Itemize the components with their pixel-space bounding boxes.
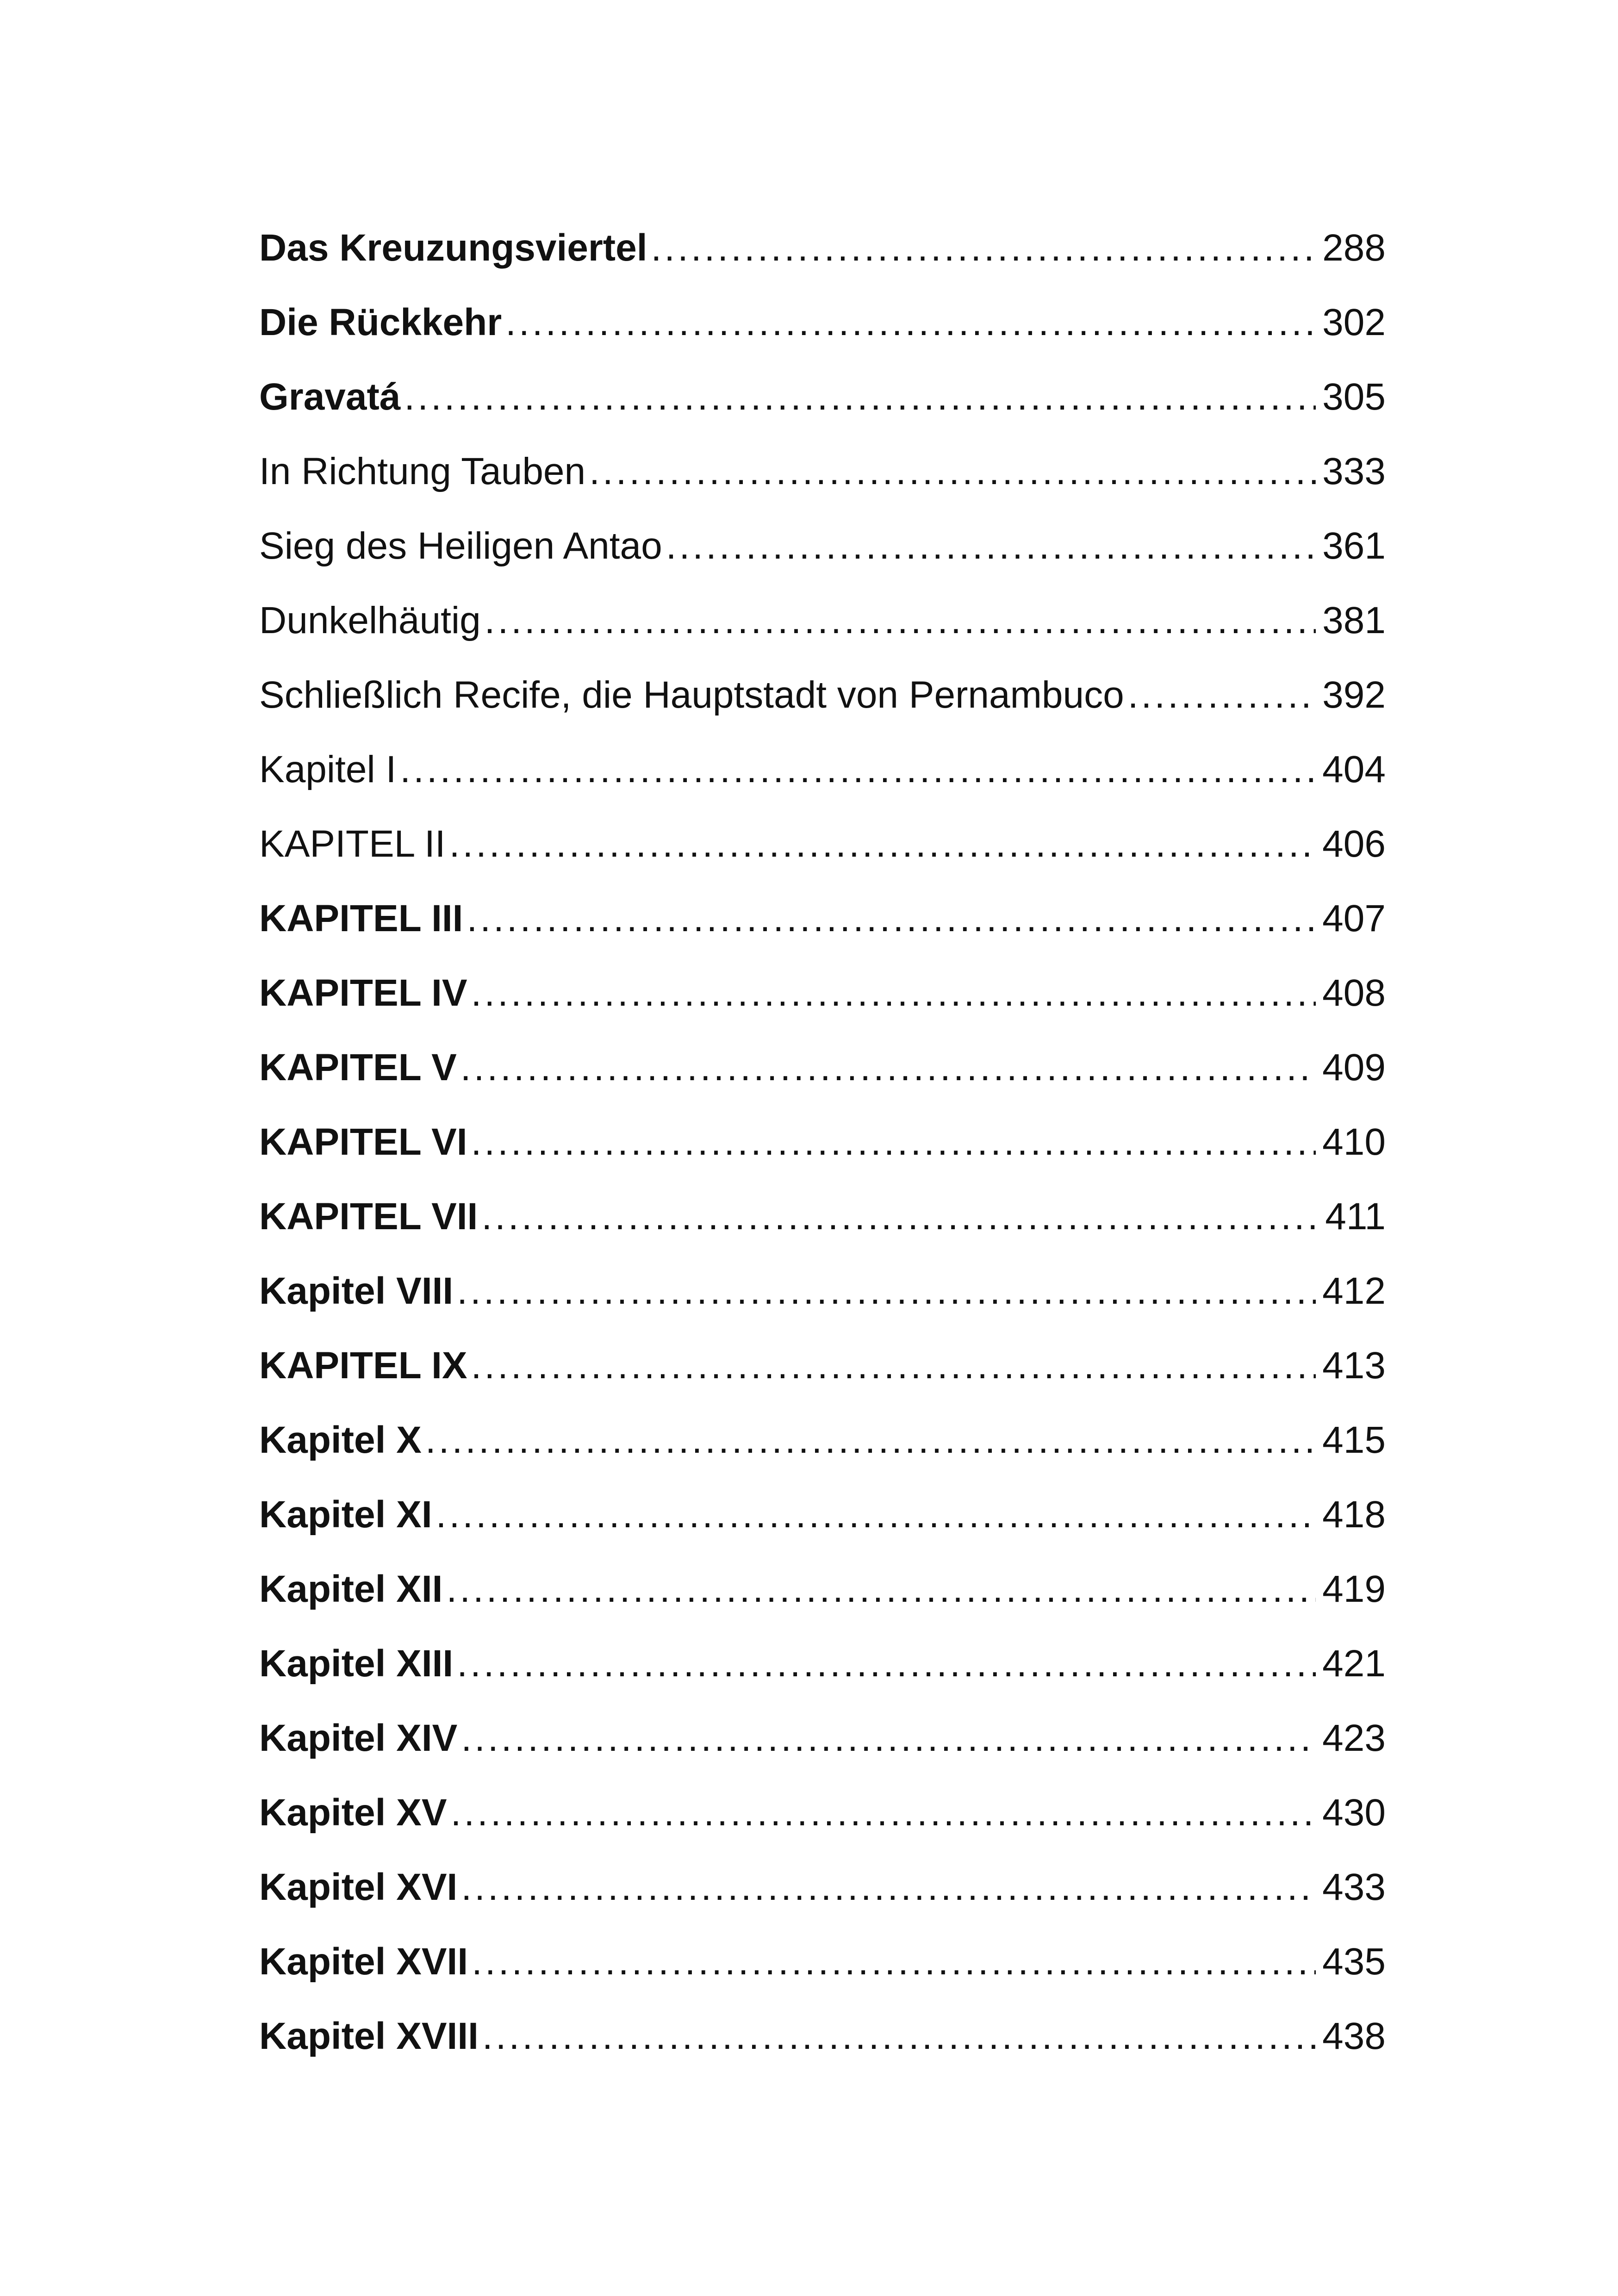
toc-entry-page: 430 <box>1322 1792 1386 1834</box>
toc-dot-leader <box>467 881 1316 956</box>
toc-entry-page: 305 <box>1322 376 1386 418</box>
toc-entry-page: 408 <box>1322 972 1386 1014</box>
toc-entry[interactable] <box>259 1775 1386 1850</box>
toc-entry-page: 381 <box>1322 599 1386 641</box>
toc-entry-page: 433 <box>1322 1866 1386 1908</box>
toc-dot-leader <box>651 211 1316 285</box>
toc-entry[interactable] <box>259 509 1386 583</box>
toc-entry-page: 392 <box>1322 674 1386 716</box>
toc-entry[interactable] <box>259 1477 1386 1552</box>
toc-entry-title: Gravatá <box>259 376 401 418</box>
toc-entry[interactable] <box>259 956 1386 1030</box>
toc-entry-title: Kapitel XV <box>259 1792 447 1834</box>
toc-entry-page: 415 <box>1322 1419 1386 1461</box>
toc-entry-page: 411 <box>1325 1195 1386 1238</box>
toc-entry-title: Die Rückkehr <box>259 301 502 343</box>
toc-entry-title: KAPITEL IV <box>259 972 467 1014</box>
toc-entry-title: Kapitel XIII <box>259 1643 454 1685</box>
toc-entry-title: Das Kreuzungsviertel <box>259 227 647 269</box>
toc-entry[interactable] <box>259 1999 1386 2073</box>
toc-dot-leader <box>1128 658 1316 732</box>
toc-entry-title: Kapitel XIV <box>259 1717 458 1759</box>
toc-entry-page: 361 <box>1322 525 1386 567</box>
toc-entry-title: Kapitel XI <box>259 1493 432 1536</box>
toc-entry[interactable] <box>259 881 1386 956</box>
toc-entry-page: 421 <box>1322 1643 1386 1685</box>
toc-entry[interactable] <box>259 1626 1386 1701</box>
toc-dot-leader <box>400 732 1316 807</box>
toc-entry-page: 333 <box>1322 450 1386 492</box>
toc-dot-leader <box>457 1254 1316 1328</box>
toc-entry-title: Kapitel XVII <box>259 1941 468 1983</box>
toc-entry[interactable] <box>259 1254 1386 1328</box>
toc-dot-leader <box>482 1999 1316 2073</box>
toc-entry[interactable] <box>259 285 1386 360</box>
toc-dot-leader <box>461 1030 1316 1105</box>
toc-entry[interactable] <box>259 434 1386 509</box>
toc-entry[interactable] <box>259 360 1386 434</box>
toc-entry[interactable] <box>259 211 1386 285</box>
toc-entry-page: 418 <box>1322 1493 1386 1536</box>
toc-dot-leader <box>481 1179 1319 1254</box>
toc-dot-leader <box>461 1701 1316 1775</box>
toc-entry-page: 407 <box>1322 897 1386 940</box>
toc-dot-leader <box>471 1105 1316 1179</box>
toc-entry-title: In Richtung Tauben <box>259 450 586 492</box>
toc-dot-leader <box>425 1403 1316 1477</box>
toc-entry[interactable] <box>259 1179 1386 1254</box>
toc-entry-title: KAPITEL VI <box>259 1121 467 1163</box>
toc-entry[interactable] <box>259 807 1386 881</box>
toc-entry-title: Kapitel VIII <box>259 1270 454 1312</box>
toc-dot-leader <box>471 956 1316 1030</box>
toc-entry-page: 302 <box>1322 301 1386 343</box>
toc-entry[interactable] <box>259 1328 1386 1403</box>
toc-entry-page: 406 <box>1322 823 1386 865</box>
toc-entry[interactable] <box>259 583 1386 658</box>
toc-entry-page: 412 <box>1322 1270 1386 1312</box>
toc-entry-page: 404 <box>1322 748 1386 790</box>
toc-entry-title: KAPITEL IX <box>259 1344 467 1387</box>
toc-dot-leader <box>404 360 1316 434</box>
toc-entry-title: Kapitel I <box>259 748 397 790</box>
toc-entry-page: 409 <box>1322 1046 1386 1089</box>
toc-dot-leader <box>461 1850 1316 1924</box>
toc-dot-leader <box>449 807 1316 881</box>
toc-dot-leader <box>505 285 1316 360</box>
toc-entry-title: Kapitel X <box>259 1419 422 1461</box>
toc-entry-title: Sieg des Heiligen Antao <box>259 525 662 567</box>
toc-entry-page: 438 <box>1322 2015 1386 2057</box>
toc-dot-leader <box>472 1924 1316 1999</box>
toc-entry[interactable] <box>259 1701 1386 1775</box>
toc-dot-leader <box>446 1552 1316 1626</box>
toc-entry[interactable] <box>259 1552 1386 1626</box>
toc-dot-leader <box>666 509 1316 583</box>
toc-entry-title: KAPITEL V <box>259 1046 457 1089</box>
toc-entry-title: Schließlich Recife, die Hauptstadt von Pernambuco <box>259 674 1124 716</box>
toc-entry[interactable] <box>259 658 1386 732</box>
toc-entry-page: 419 <box>1322 1568 1386 1610</box>
toc-dot-leader <box>457 1626 1316 1701</box>
toc-entry-title: Kapitel XVIII <box>259 2015 479 2057</box>
toc-dot-leader <box>451 1775 1316 1850</box>
toc-dot-leader <box>589 434 1316 509</box>
toc-entry-page: 423 <box>1322 1717 1386 1759</box>
toc-entry-title: KAPITEL III <box>259 897 463 940</box>
toc-entry-page: 288 <box>1322 227 1386 269</box>
toc-dot-leader <box>471 1328 1316 1403</box>
toc-entry-title: Kapitel XVI <box>259 1866 458 1908</box>
toc-entry[interactable] <box>259 1924 1386 1999</box>
toc-entry-page: 435 <box>1322 1941 1386 1983</box>
toc-entry-title: Kapitel XII <box>259 1568 443 1610</box>
toc-entry[interactable] <box>259 1850 1386 1924</box>
toc-entry[interactable] <box>259 1403 1386 1477</box>
toc-dot-leader <box>485 583 1316 658</box>
toc-entry-page: 410 <box>1322 1121 1386 1163</box>
toc-dot-leader <box>436 1477 1316 1552</box>
toc-entry[interactable] <box>259 1105 1386 1179</box>
toc-entry-page: 413 <box>1322 1344 1386 1387</box>
toc-entry[interactable] <box>259 732 1386 807</box>
toc-entry-title: KAPITEL II <box>259 823 446 865</box>
toc-entry-title: KAPITEL VII <box>259 1195 478 1238</box>
toc-entry-title: Dunkelhäutig <box>259 599 481 641</box>
table-of-contents <box>259 211 1386 2073</box>
toc-entry[interactable] <box>259 1030 1386 1105</box>
